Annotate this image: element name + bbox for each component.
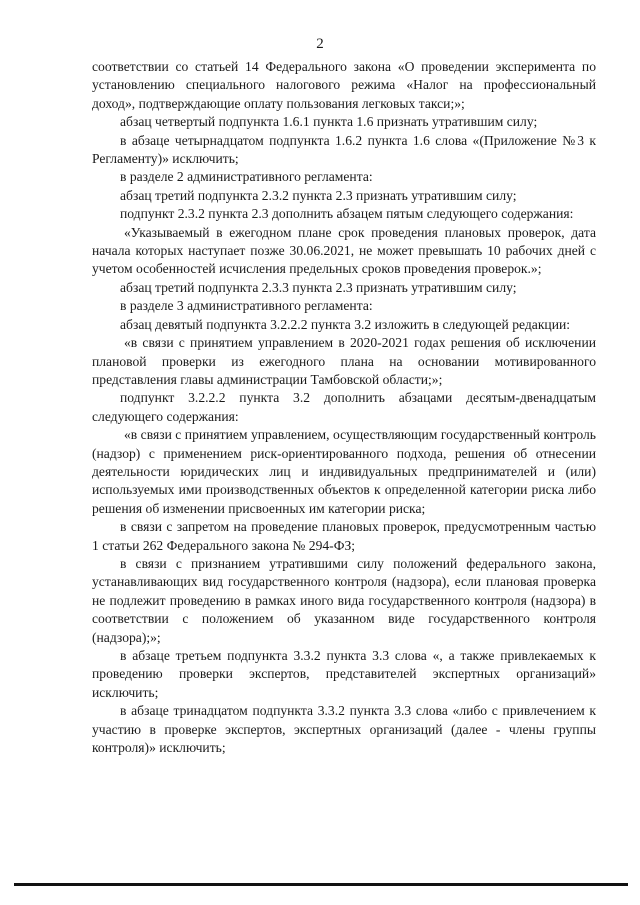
- quoted-paragraph: «в связи с принятием управлением в 2020-2021 годах решения об исключении плановой проверки из ежегодного плана на основании мотивированного представления главы администрации Тамбовской области;»;: [92, 335, 596, 387]
- quoted-paragraph: «Указываемый в ежегодном плане срок проведения плановых проверок, дата начала которых наступает позже 30.06.2021, не может превышать 10 рабочих дней с учетом особенностей исчисления предельных сроков проведения проверок.»;: [92, 224, 596, 277]
- quoted-paragraph: в связи с запретом на проведение плановых проверок, предусмотренным частью 1 статьи 262 Федерального закона № 294-ФЗ;: [92, 519, 596, 553]
- quoted-paragraph: «в связи с принятием управлением, осуществляющим государственный контроль (надзор) с применением риск-ориентированного подхода, решения об отнесении деятельности юридических лиц и индивидуальных предпринимателей и (или) используемых ими производственных объектов к определенной категории риска либо решения об изменении присвоенных им категории риска;: [92, 427, 596, 516]
- paragraph-continuation: соответствии со статьей 14 Федерального закона «О проведении эксперимента по установлению специального налогового режима «Налог на профессиональный доход», подтверждающие оплату пользования легковых такси;»;: [92, 59, 596, 111]
- paragraph: в абзаце третьем подпункта 3.3.2 пункта 3.3 слова «, а также привлекаемых к проведению проверки экспертов, представителей экспертных организаций» исключить;: [92, 648, 596, 700]
- paragraph: абзац третий подпункта 2.3.3 пункта 2.3 признать утратившим силу;: [120, 279, 517, 295]
- quoted-paragraph: в связи с признанием утратившими силу положений федерального закона, устанавливающих вид государственного контроля (надзора), если плановая проверка не подлежит проведению в рамках иного вида государственного контроля (надзора) в соответствии с положением об указанном виде государственного контроля (надзора);»;: [92, 555, 596, 645]
- paragraph: абзац четвертый подпункта 1.6.1 пункта 1.6 признать утратившим силу;: [120, 114, 538, 130]
- document-body: [92, 58, 596, 757]
- page-number: 2: [316, 36, 324, 52]
- section-heading-2: в разделе 2 административного регламента:: [120, 169, 373, 185]
- section-heading-3: в разделе 3 административного регламента:: [120, 298, 373, 314]
- paragraph: абзац третий подпункта 2.3.2 пункта 2.3 признать утратившим силу;: [120, 187, 517, 203]
- paragraph: подпункт 3.2.2.2 пункта 3.2 дополнить абзацами десятым-двенадцатым следующего содержания:: [92, 390, 596, 424]
- paragraph: абзац девятый подпункта 3.2.2.2 пункта 3.2 изложить в следующей редакции:: [120, 316, 571, 332]
- bottom-rule: [14, 883, 628, 886]
- paragraph: подпункт 2.3.2 пункта 2.3 дополнить абзацем пятым следующего содержания:: [120, 206, 574, 222]
- paragraph: в абзаце тринадцатом подпункта 3.3.2 пункта 3.3 слова «либо с привлечением к участию в проверке экспертов, экспертных организаций (далее - члены группы контроля)» исключить;: [92, 703, 596, 756]
- paragraph: в абзаце четырнадцатом подпункта 1.6.2 пункта 1.6 слова «(Приложение №3 к Регламенту)» исключить;: [92, 132, 596, 167]
